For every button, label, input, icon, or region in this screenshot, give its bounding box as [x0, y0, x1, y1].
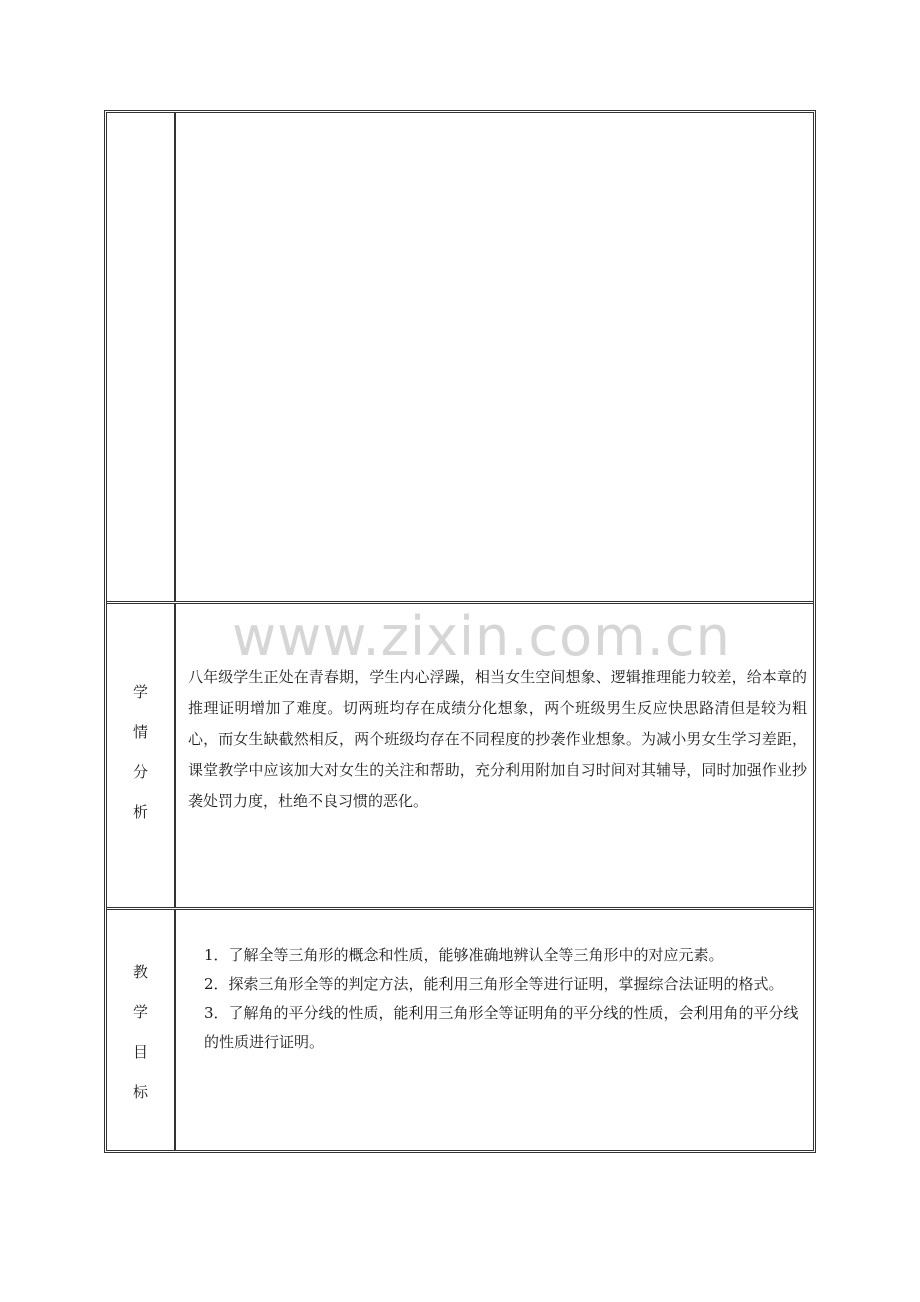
label-char: 目 — [132, 1043, 148, 1061]
lesson-plan-table — [104, 110, 816, 1153]
label-char: 分 — [132, 763, 148, 781]
label-char: 标 — [132, 1083, 148, 1101]
row-label-teaching-goals — [107, 910, 176, 1150]
label-char: 析 — [132, 803, 148, 821]
row-label-student-analysis — [107, 604, 176, 907]
table-row-top-empty — [107, 113, 813, 604]
label-char: 教 — [132, 963, 148, 981]
student-analysis-text: 八年级学生正处在青春期，学生内心浮躁，相当女生空间想象、逻辑推理能力较差，给本章的推理证明增加了难度。切两班均存在成绩分化想象，两个班级男生反应快思路清但是较为粗心，而女生缺截然相反，两个班级均存在不同程度的抄袭作业想象。为减小男女生学习差距，课堂教学中应该加大对女生的关注和帮助，充分利用附加自习时间对其辅导，同时加强作业抄袭处罚力度，杜绝不良习惯的恶化。 — [188, 668, 807, 810]
goals-list — [188, 941, 807, 1057]
label-stack — [107, 952, 174, 1112]
goal-item: 1．了解全等三角形的概念和性质，能够准确地辨认全等三角形中的对应元素。 — [204, 946, 724, 964]
table-row-teaching-goals — [107, 910, 813, 1150]
label-stack — [107, 672, 174, 832]
row-content-teaching-goals — [178, 910, 813, 1150]
goal-item: 3．了解角的平分线的性质，能利用三角形全等证明角的平分线的性质，会利用角的平分线的性质进行证明。 — [204, 1004, 799, 1051]
row-label-cell-empty — [107, 113, 176, 601]
watermark-text: www.zixin.com.cn — [232, 605, 731, 668]
table-row-student-analysis — [107, 604, 813, 910]
row-content-student-analysis — [178, 604, 813, 907]
label-char: 情 — [132, 723, 148, 741]
goal-item: 2．探索三角形全等的判定方法，能利用三角形全等进行证明，掌握综合法证明的格式。 — [204, 975, 784, 993]
label-char: 学 — [132, 1003, 148, 1021]
label-char: 学 — [132, 683, 148, 701]
row-content-cell-empty — [178, 113, 813, 601]
